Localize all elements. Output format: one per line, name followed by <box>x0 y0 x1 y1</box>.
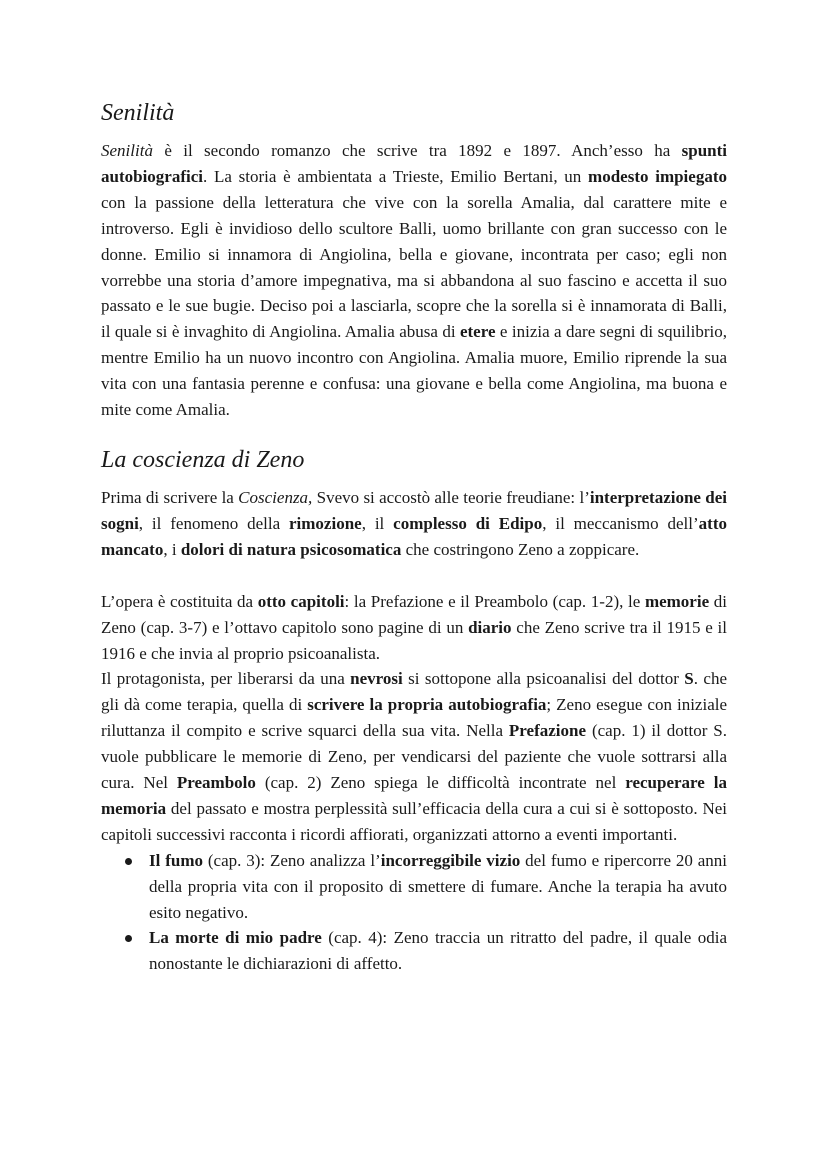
bold-text: otto capitoli <box>257 591 345 611</box>
bold-text: memorie <box>644 591 710 611</box>
zeno-freud-paragraph: Prima di scrivere la Coscienza, Svevo si accostò alle teorie freudiane: l’interpretazione dei sogni, il fenomeno della rimozione, il complesso di Edipo, il meccanismo dell’atto mancato, i dolori di natura psicosomatica che costringono Zeno a zoppicare. <box>101 487 727 559</box>
bold-text: complesso di Edipo <box>393 513 543 533</box>
zeno-plot-paragraph: Il protagonista, per liberarsi da una nevrosi si sottopone alla psicoanalisi del dottor S. che gli dà come terapia, quella di scrivere la propria autobiografia; Zeno esegue con iniziale riluttanza il compito e scrive squarci della sua vita. Nella Prefazione (cap. 1) il dottor S. vuole pubblicare le memorie di Zeno, per vendicarsi del paziente che vuole sottrarsi alla cura. Nel Preambolo (cap. 2) Zeno spiega le difficoltà incontrate nel recuperare la memoria del passato e mostra perplessità sull’efficacia della cura a cui si è sottoposto. Nei capitoli successivi racconta i ricordi affiorati, organizzati attorno a eventi importanti. <box>101 669 728 844</box>
bullet-icon <box>125 935 132 942</box>
list-item-il-fumo <box>101 848 727 926</box>
bold-text: scrivere la propria autobiografia <box>307 695 547 715</box>
bold-text: interpretazione dei sogni <box>101 487 727 533</box>
bold-text: Prefazione <box>508 721 587 741</box>
list-item-text: Il fumo (cap. 3): Zeno analizza l’incorreggibile vizio del fumo e ripercorre 20 anni della propria vita con il proposito di smettere di fumare. Anche la terapia ha avuto esito negativo. <box>149 850 727 922</box>
bold-text: spunti autobiografici <box>101 141 727 186</box>
list-item-morte-padre <box>101 925 727 977</box>
section-title-senilita: Senilità <box>101 100 175 126</box>
chapter-list <box>101 848 727 978</box>
list-item-text: La morte di mio padre (cap. 4): Zeno traccia un ritratto del padre, il quale odia nonostante le dichiarazioni di affetto. <box>149 928 727 974</box>
bold-text: incorreggibile vizio <box>380 850 521 870</box>
zeno-structure-paragraph: L’opera è costituita da otto capitoli: la Prefazione e il Preambolo (cap. 1-2), le memorie di Zeno (cap. 3-7) e l’ottavo capitolo sono pagine di un diario che Zeno scrive tra il 1915 e il 1916 e che invia al proprio psicoanalista. <box>101 591 727 663</box>
senilita-paragraph: Senilità è il secondo romanzo che scrive tra 1892 e 1897. Anch’esso ha spunti autobiografici. La storia è ambientata a Trieste, Emilio Bertani, un modesto impiegato con la passione della letteratura che vive con la sorella Amalia, dal carattere mite e introverso. Egli è invidioso dello scultore Balli, uomo brillante con gran successo con le donne. Emilio si innamora di Angiolina, bella e giovane, incontrata per caso; egli non vorrebbe una storia d’amore impegnativa, ma si abbandona al suo fascino e accetta il suo passato e le sue bugie. Deciso poi a lasciarla, scopre che la sorella si è innamorata di Balli, il quale si è invaghito di Angiolina. Amalia abusa di etere e inizia a dare segni di squilibrio, mentre Emilio ha un nuovo incontro con Angiolina. Amalia muore, Emilio riprende la sua vita con una fantasia perenne e confusa: una giovane e bella come Angiolina, ma buona e mite come Amalia. <box>101 141 727 420</box>
bold-text: nevrosi <box>350 669 403 689</box>
bold-text: Preambolo <box>176 773 256 793</box>
italic-text: Coscienza, <box>238 487 313 507</box>
italic-text: Senilità <box>101 141 153 160</box>
section-title-coscienza-di-zeno: La coscienza di Zeno <box>101 446 305 473</box>
bold-text: diario <box>468 617 512 637</box>
bold-text: Il fumo <box>149 850 203 870</box>
bold-text: atto mancato <box>101 513 727 559</box>
bold-text: rimozione <box>289 513 362 533</box>
bold-text: recuperare la memoria <box>101 773 727 818</box>
bold-text: S <box>684 669 694 689</box>
bold-text: dolori di natura psicosomatica <box>180 539 402 559</box>
bold-text: modesto impiegato <box>588 166 727 186</box>
bold-text: etere <box>459 322 496 342</box>
bold-text: La morte di mio padre <box>149 928 322 948</box>
bullet-icon <box>125 858 132 865</box>
